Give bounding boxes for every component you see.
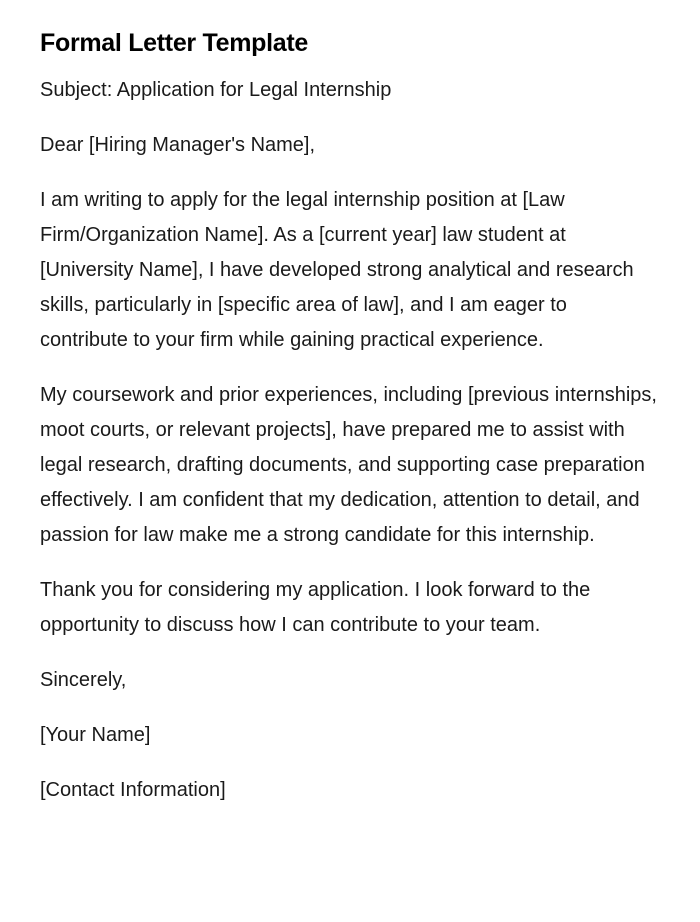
signature-contact: [Contact Information] [40, 779, 226, 801]
body-paragraph-intro: I am writing to apply for the legal internship position at [Law Firm/Organization Name]. As a [current year] law student at [University Name], I have developed strong analytical and research skills, particularly in [specific area of law], and I am eager to contribute to your firm while gaining practical experience. [40, 189, 634, 351]
body-paragraph-closing: Thank you for considering my application. I look forward to the opportunity to discuss how I can contribute to your team. [40, 579, 591, 636]
subject-line: Subject: Application for Legal Internship [40, 79, 392, 101]
signature-name: [Your Name] [40, 724, 151, 746]
page-title: Formal Letter Template [40, 29, 308, 57]
salutation: Dear [Hiring Manager's Name], [40, 134, 316, 156]
body-paragraph-qualifications: My coursework and prior experiences, including [previous internships, moot courts, or relevant projects], have prepared me to assist with legal research, drafting documents, and supporting case preparation effectively. I am confident that my dedication, attention to detail, and passion for law make me a strong candidate for this internship. [40, 384, 657, 546]
closing-line: Sincerely, [40, 669, 127, 691]
